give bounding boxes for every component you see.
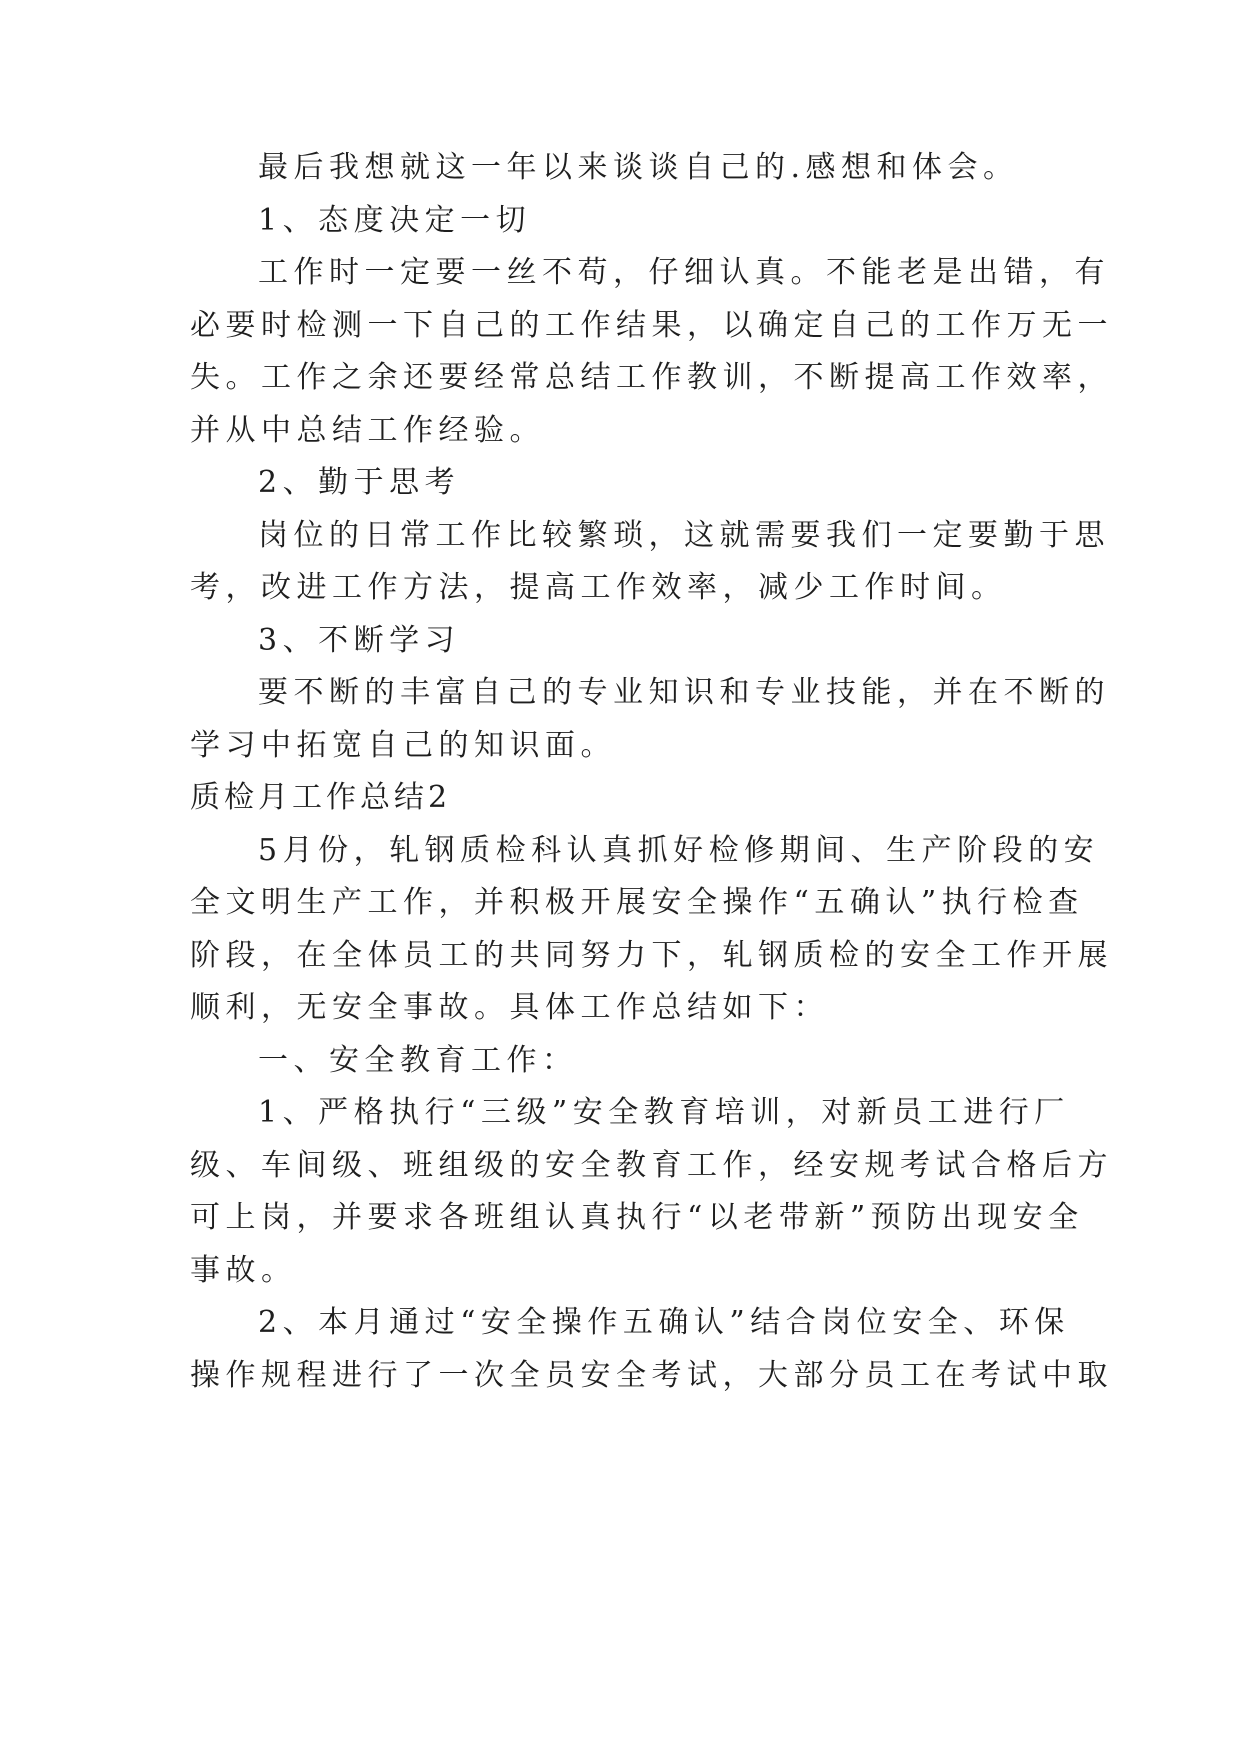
- paragraph-line: 岗位的日常工作比较繁琐，这就需要我们一定要勤于思: [258, 518, 1110, 553]
- section-heading: 一、安全教育工作：: [258, 1043, 578, 1078]
- paragraph-line: 5月份，轧钢质检科认真抓好检修期间、生产阶段的安: [258, 833, 1100, 868]
- paragraph-line: 2、本月通过“安全操作五确认”结合岗位安全、环保: [258, 1305, 1070, 1340]
- section-heading: 2、勤于思考: [258, 465, 461, 500]
- paragraph-line: 要不断的丰富自己的专业知识和专业技能，并在不断的: [258, 675, 1110, 710]
- paragraph-line: 级、车间级、班组级的安全教育工作，经安规考试合格后方: [190, 1148, 1113, 1183]
- paragraph-line: 学习中拓宽自己的知识面。: [190, 728, 616, 763]
- paragraph-line: 事故。: [190, 1253, 297, 1288]
- paragraph-line: 操作规程进行了一次全员安全考试，大部分员工在考试中取: [190, 1358, 1113, 1393]
- paragraph-line: 并从中总结工作经验。: [190, 413, 545, 448]
- section-heading: 3、不断学习: [258, 623, 461, 658]
- paragraph-line: 阶段，在全体员工的共同努力下，轧钢质检的安全工作开展: [190, 938, 1113, 973]
- document-title: 质检月工作总结2: [190, 780, 452, 815]
- paragraph-line: 顺利，无安全事故。具体工作总结如下：: [190, 990, 829, 1025]
- paragraph-line: 工作时一定要一丝不苟，仔细认真。不能老是出错，有: [258, 255, 1110, 290]
- paragraph-line: 考，改进工作方法，提高工作效率，减少工作时间。: [190, 570, 1007, 605]
- section-heading: 1、态度决定一切: [258, 203, 532, 238]
- paragraph-line: 1、严格执行“三级”安全教育培训，对新员工进行厂: [258, 1095, 1070, 1130]
- paragraph-line: 必要时检测一下自己的工作结果，以确定自己的工作万无一: [190, 308, 1113, 343]
- paragraph-line: 全文明生产工作，并积极开展安全操作“五确认”执行检查: [190, 885, 1084, 920]
- paragraph-line: 最后我想就这一年以来谈谈自己的.感想和体会。: [258, 150, 1019, 185]
- paragraph-line: 失。工作之余还要经常总结工作教训，不断提高工作效率，: [190, 360, 1113, 395]
- paragraph-line: 可上岗，并要求各班组认真执行“以老带新”预防出现安全: [190, 1200, 1084, 1235]
